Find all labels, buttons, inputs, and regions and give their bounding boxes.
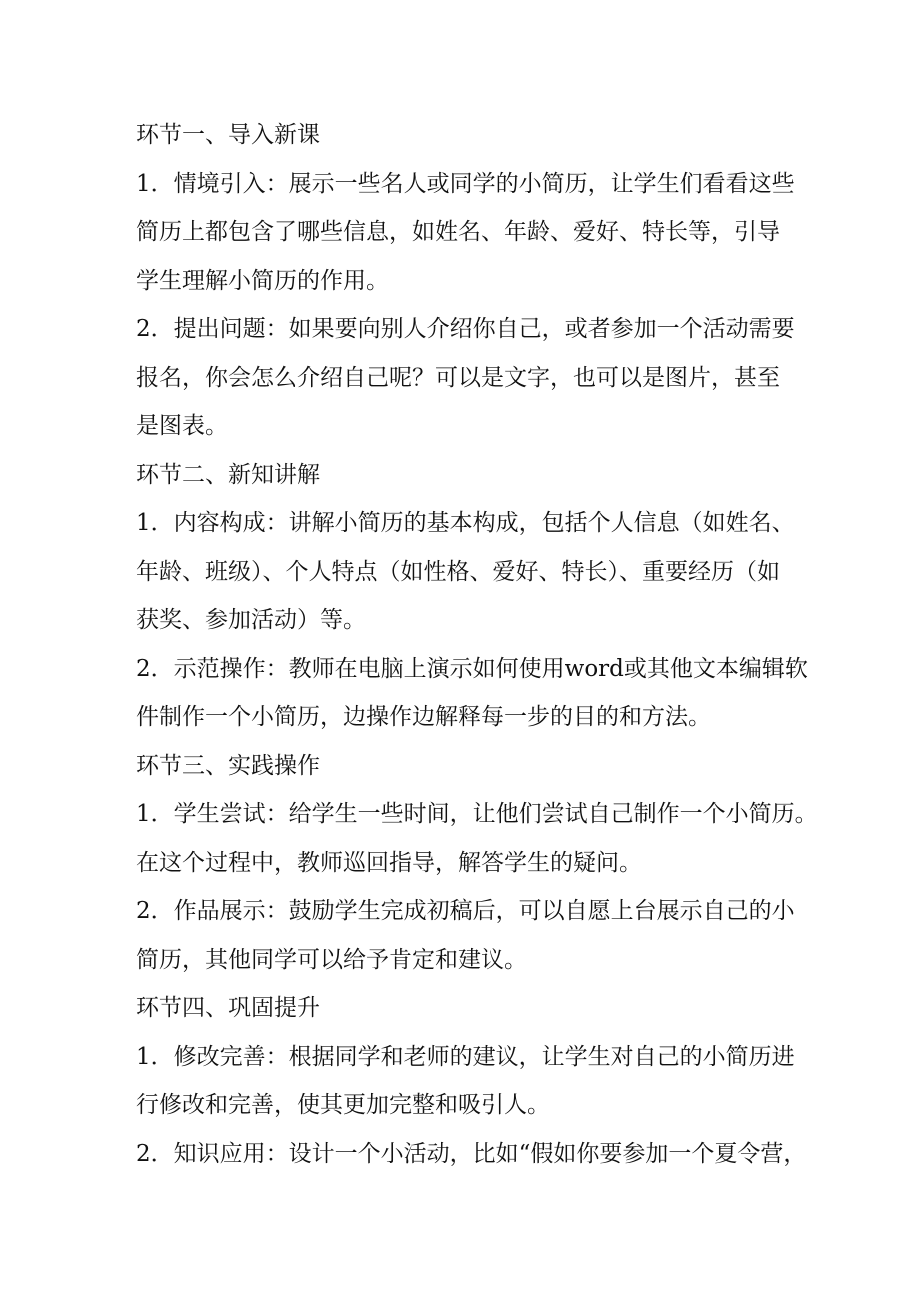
paragraph-line: 1．学生尝试：给学生一些时间，让他们尝试自己制作一个小简历。	[136, 801, 818, 827]
paragraph-line: 2．提出问题：如果要向别人介绍你自己，或者参加一个活动需要	[136, 316, 795, 342]
paragraph-line: 1．内容构成：讲解小简历的基本构成，包括个人信息（如姓名、	[136, 510, 795, 536]
paragraph-line: 获奖、参加活动）等。	[136, 607, 366, 633]
section-heading: 环节三、实践操作	[136, 752, 320, 779]
paragraph-line: 简历上都包含了哪些信息，如姓名、年龄、爱好、特长等，引导	[136, 219, 780, 245]
paragraph-line: 年龄、班级）、个人特点（如性格、爱好、特长）、重要经历（如	[136, 558, 780, 585]
paragraph-line: 在这个过程中，教师巡回指导，解答学生的疑问。	[136, 849, 642, 876]
paragraph-line: 2．示范操作：教师在电脑上演示如何使用word或其他文本编辑软	[136, 655, 808, 682]
paragraph-line: 报名，你会怎么介绍自己呢？可以是文字，也可以是图片，甚至	[136, 364, 780, 391]
paragraph-line: 简历，其他同学可以给予肯定和建议。	[136, 946, 527, 973]
paragraph-line: 2．作品展示：鼓励学生完成初稿后，可以自愿上台展示自己的小	[136, 898, 795, 924]
paragraph-line: 1．修改完善：根据同学和老师的建议，让学生对自己的小简历进	[136, 1043, 795, 1070]
paragraph-line: 是图表。	[136, 413, 228, 439]
section-heading: 环节二、新知讲解	[136, 461, 320, 488]
paragraph-line: 学生理解小简历的作用。	[136, 267, 389, 294]
paragraph-line: 件制作一个小简历，边操作边解释每一步的目的和方法。	[136, 704, 711, 730]
section-heading: 环节四、巩固提升	[136, 995, 320, 1021]
document-body	[136, 111, 818, 1178]
section-heading: 环节一、导入新课	[136, 122, 320, 148]
paragraph-line: 1．情境引入：展示一些名人或同学的小简历，让学生们看看这些	[136, 170, 795, 197]
paragraph-line: 2．知识应用：设计一个小活动，比如“假如你要参加一个夏令营，	[136, 1140, 807, 1167]
paragraph-line: 行修改和完善，使其更加完整和吸引人。	[136, 1092, 550, 1118]
